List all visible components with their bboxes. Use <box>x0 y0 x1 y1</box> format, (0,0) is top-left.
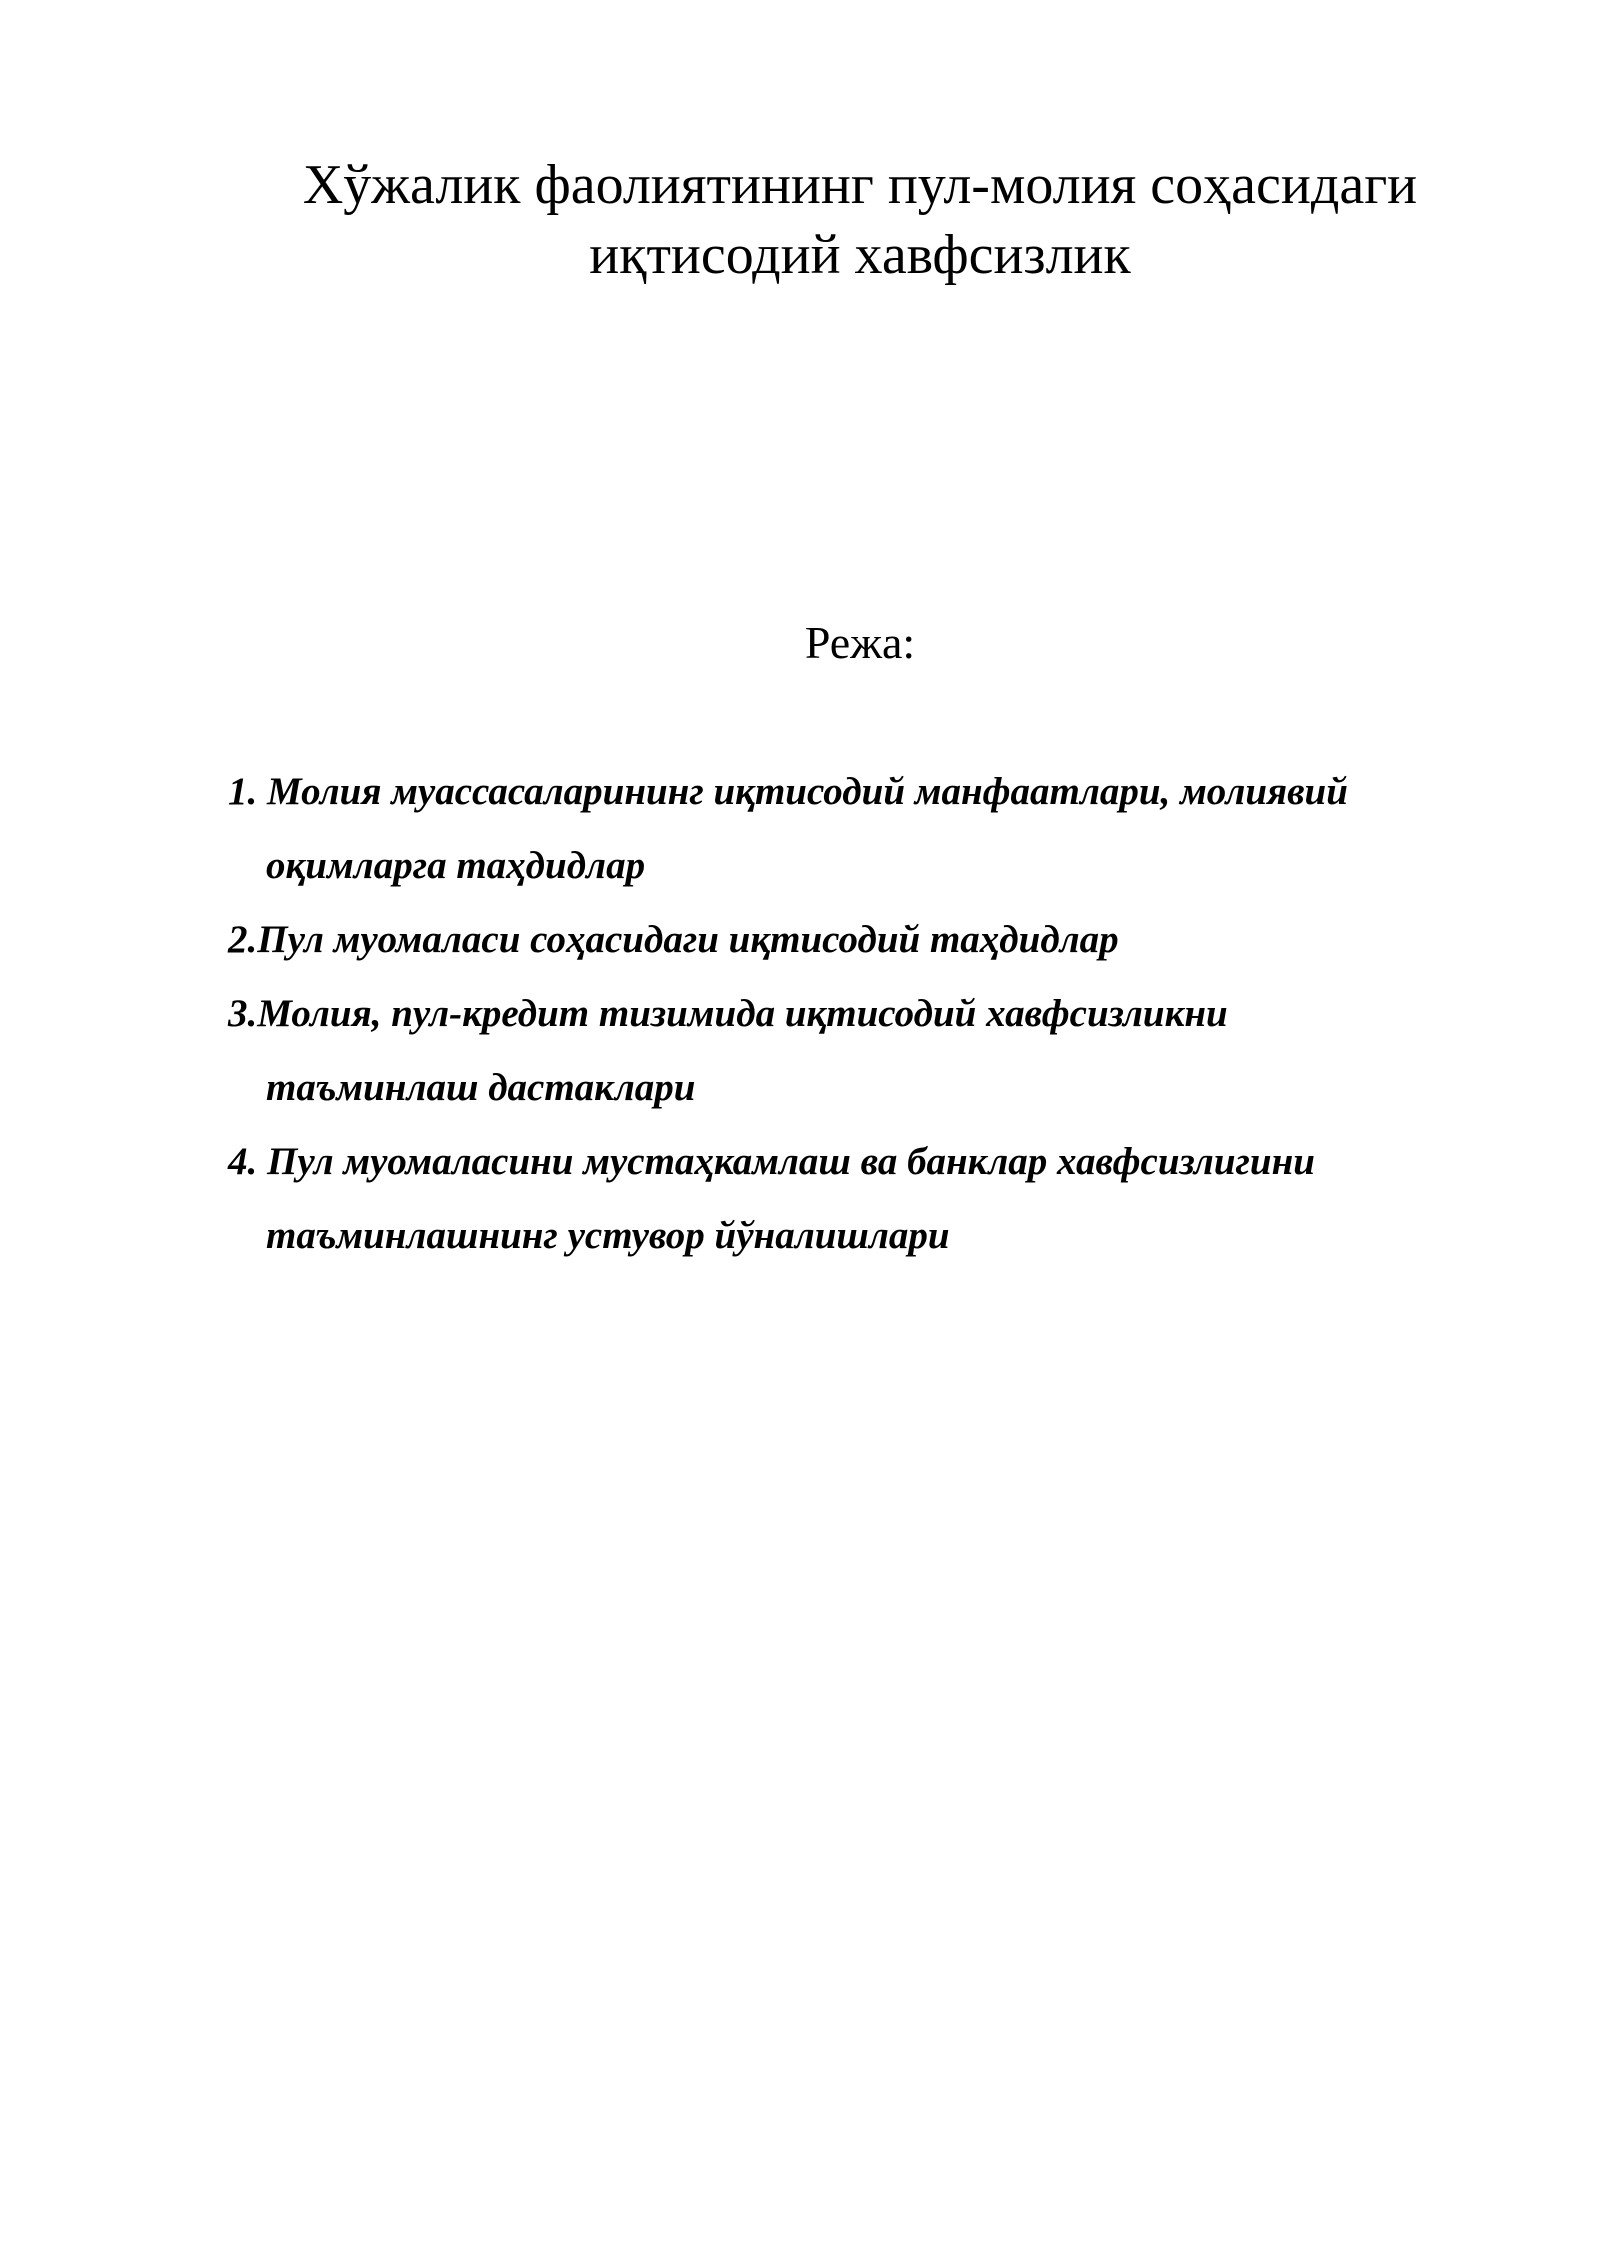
document-title-line-1: Хўжалик фаолиятининг пул-молия соҳасидаги <box>302 154 1418 216</box>
plan-item-1-line-1: 1. Молия муассасаларининг иқтисодий манфаатлари, молиявий <box>228 770 1348 813</box>
document-title <box>200 150 1520 290</box>
plan-item-4-line-1: 4. Пул муомаласини мустаҳкамлаш ва банклар хавфсизлигини <box>228 1140 1315 1183</box>
plan-item-2-line-1: 2.Пул муомаласи соҳасидаги иқтисодий таҳдидлар <box>228 918 1119 961</box>
plan-item-2 <box>228 903 1528 977</box>
plan-item-4 <box>228 1125 1528 1273</box>
plan-item-3 <box>228 977 1528 1125</box>
document-title-line-2: иқтисодий хавфсизлик <box>589 224 1131 286</box>
plan-item-3-line-2: таъминлаш дастаклари <box>266 1066 696 1109</box>
plan-item-1-line-2: оқимларга таҳдидлар <box>266 844 646 887</box>
plan-item-1 <box>228 755 1528 903</box>
plan-item-4-line-2: таъминлашнинг устувор йўналишлари <box>266 1214 950 1257</box>
plan-list <box>228 755 1528 1273</box>
plan-item-3-line-1: 3.Молия, пул-кредит тизимида иқтисодий хавфсизликни <box>228 992 1228 1035</box>
plan-heading: Режа: <box>804 617 916 668</box>
